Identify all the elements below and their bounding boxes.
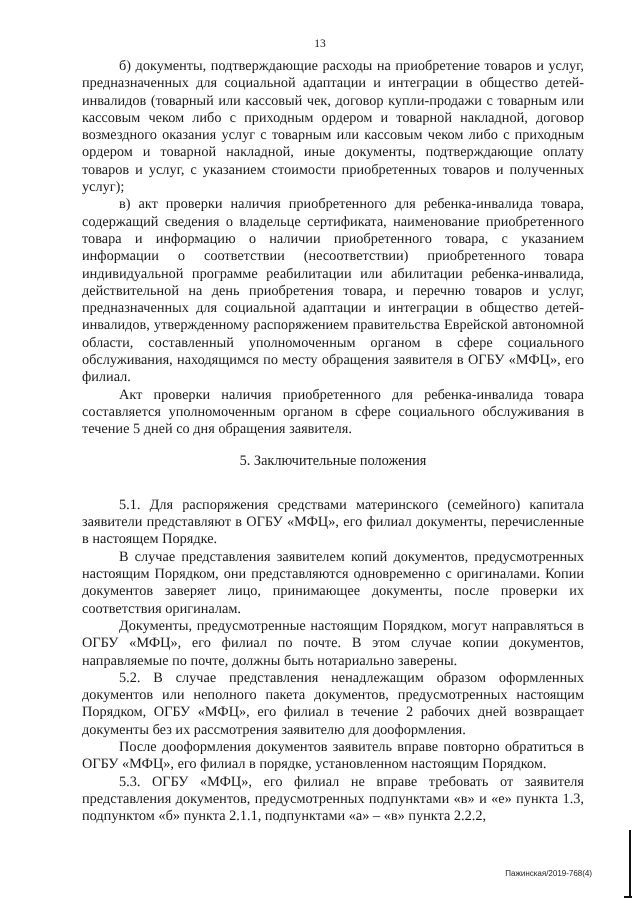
paragraph-documents-expenses: б) документы, подтверждающие расходы на приобретение товаров и услуг, предназначенных для социальной адаптации и интеграции в общество детей-инвалидов (товарный или кассовый чек, договор купли-продажи с товарным или кассовым чеком либо с приходным ордером и товарной накладной, договор возмездного оказания услуг с товарным или кассовым чеком либо с приходным ордером и товарной накладной, иные документы, подтверждающие оплату товаров и услуг, с указанием стоимости приобретенных товаров и полученных услуг); xyxy=(82,58,584,196)
scan-edge-mark xyxy=(629,830,631,898)
document-body xyxy=(82,58,584,825)
paragraph-inspection-act: в) акт проверки наличия приобретенного для ребенка-инвалида товара, содержащий сведения о владельце сертификата, наименование приобретенного товара и информацию о наличии приобретенного товара, с указанием информации о соответствии (несоответствии) приобретенного товара индивидуальной программе реабилитации или абилитации ребенка-инвалида, действительной на день приобретения товара, и перечню товаров и услуг, предназначенных для социальной адаптации и интеграции в общество детей-инвалидов, утвержденному распоряжением правительства Еврейской автономной области, составленный уполномоченным органом в сфере социального обслуживания, находящимся по месту обращения заявителя в ОГБУ «МФЦ», его филиал. xyxy=(82,196,584,386)
paragraph-act-deadline: Акт проверки наличия приобретенного для ребенка-инвалида товара составляется уполномоченным органом в сфере социального обслуживания в течение 5 дней со дня обращения заявителя. xyxy=(82,386,584,438)
paragraph-mail: Документы, предусмотренные настоящим Порядком, могут направляться в ОГБУ «МФЦ», его филиал по почте. В этом случае копии документов, направляемые по почте, должны быть нотариально заверены. xyxy=(82,617,584,669)
page-number: 13 xyxy=(314,38,326,50)
paragraph-5-1: 5.1. Для распоряжения средствами материнского (семейного) капитала заявители представляют в ОГБУ «МФЦ», его филиал документы, перечисленные в настоящем Порядке. xyxy=(82,496,584,548)
paragraph-copies: В случае представления заявителем копий документов, предусмотренных настоящим Порядком, они представляются одновременно с оригиналами. Копии документов заверяет лицо, принимающее документы, после проверки их соответствия оригиналам. xyxy=(82,548,584,617)
scan-edge-mark xyxy=(624,896,632,898)
paragraph-5-2: 5.2. В случае представления ненадлежащим образом оформленных документов или неполного пакета документов, предусмотренных настоящим Порядком, ОГБУ «МФЦ», его филиал в течение 2 рабочих дней возвращает документы без их рассмотрения заявителю для дооформления. xyxy=(82,669,584,738)
paragraph-5-3: 5.3. ОГБУ «МФЦ», его филиал не вправе требовать от заявителя представления документов, предусмотренных подпунктами «в» и «е» пункта 1.3, подпунктом «б» пункта 2.1.1, подпунктами «а» – «в» пункта 2.2.2, xyxy=(82,773,584,825)
document-code: Пажинская/2019-768(4) xyxy=(505,869,592,878)
section-heading: 5. Заключительные положения xyxy=(239,452,427,469)
paragraph-resubmission: После дооформления документов заявитель вправе повторно обратиться в ОГБУ «МФЦ», его филиал в порядке, установленном настоящим Порядком. xyxy=(82,738,584,773)
